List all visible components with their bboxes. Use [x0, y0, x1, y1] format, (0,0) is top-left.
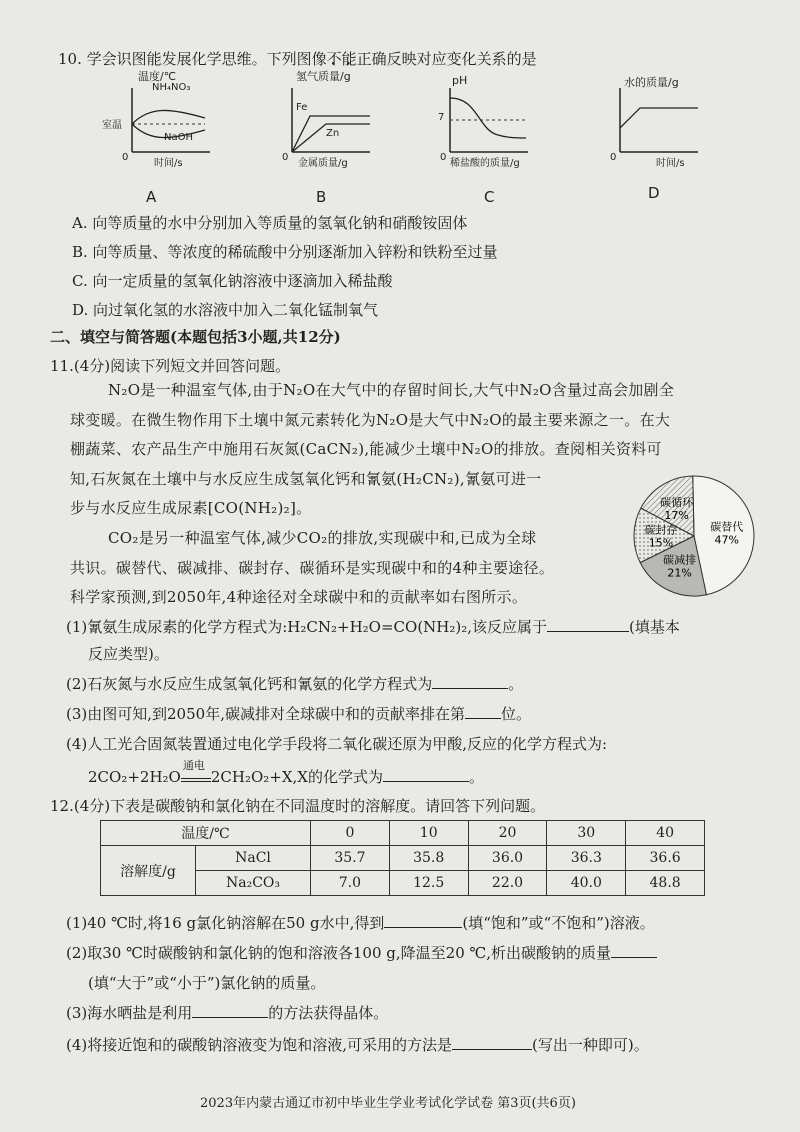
q10-option-d: D. 向过氧化氢的水溶液中加入二氧化锰制氧气	[72, 301, 379, 319]
chart-a-ref: 室温	[102, 120, 122, 131]
q10-charts	[102, 70, 710, 210]
stem-part: 正确反映对应变化关系的是	[356, 50, 537, 68]
pie-value-2: 21%	[667, 566, 692, 580]
value-cell: 48.8	[626, 871, 705, 896]
text: (2)取30 ℃时碳酸钠和氯化钠的饱和溶液各100 g,降温至20 ℃,析出碳酸钠的质量	[66, 944, 612, 962]
q12-sub-3	[66, 1002, 388, 1023]
temp-cell: 30	[547, 821, 626, 846]
question-12-heading: 12.(4分)下表是碳酸钠和氯化钠在不同温度时的溶解度。请回答下列问题。	[50, 797, 546, 815]
chart-a-origin: 0	[122, 152, 129, 163]
value-cell: 35.8	[389, 846, 468, 871]
answer-blank[interactable]	[192, 1016, 268, 1018]
text-line: 步与水反应生成尿素[CO(NH₂)₂]。	[70, 499, 312, 517]
q12-sub-1	[66, 912, 655, 933]
table-row	[101, 846, 705, 871]
pie-value-1: 47%	[714, 533, 740, 547]
question-10-stem	[58, 48, 537, 69]
q11-sub-2	[66, 673, 523, 694]
chart-b-series2: Zn	[326, 128, 340, 139]
chart-c	[428, 74, 538, 206]
chart-a-series1: NH₄NO₃	[152, 82, 191, 93]
q11-paragraph-2	[70, 524, 630, 613]
pie-value-4: 17%	[664, 508, 689, 522]
chart-b-series1: Fe	[296, 102, 308, 113]
chart-a-series2: NaOH	[164, 132, 193, 143]
q12-sub-2	[66, 942, 657, 963]
answer-blank[interactable]	[547, 630, 629, 632]
page-footer: 2023年内蒙古通辽市初中毕业生学业考试化学试卷 第3页(共6页)	[200, 1096, 576, 1111]
reaction-condition: 通电	[182, 759, 205, 772]
text-line: N₂O是一种温室气体,由于N₂O在大气中的存留时间长,大气中N₂O含量过高会加剧全	[108, 381, 675, 399]
pie-label-4: 碳循环	[660, 495, 694, 509]
chart-c-letter: C	[484, 188, 495, 206]
chart-d-origin: 0	[610, 152, 617, 163]
emphasis-char: 不	[326, 50, 342, 68]
chart-d-xlabel: 时间/s	[656, 158, 685, 169]
chart-c-ylabel: pH	[452, 74, 468, 87]
header-temp: 温度/℃	[101, 821, 311, 846]
text-line: 科学家预测,到2050年,4种途径对全球碳中和的贡献率如右图所示。	[70, 588, 528, 606]
table-row	[101, 821, 705, 846]
text: (3)由图可知,到2050年,碳减排对全球碳中和的贡献率排在第	[66, 705, 465, 723]
chart-a-letter: A	[146, 188, 157, 206]
answer-blank[interactable]	[611, 956, 657, 958]
chart-b	[270, 70, 380, 206]
q11-sub-3	[66, 703, 531, 724]
naoh-curve	[132, 110, 205, 124]
temp-cell: 10	[389, 821, 468, 846]
text-line: CO₂是另一种温室气体,减少CO₂的排放,实现碳中和,已成为全球	[108, 529, 537, 547]
substance-cell: Na₂CO₃	[196, 871, 311, 896]
text: 。	[508, 675, 524, 693]
water-line	[620, 108, 698, 128]
value-cell: 36.3	[547, 846, 626, 871]
chart-a-ylabel: 温度/℃	[138, 70, 177, 83]
text-line: 共识。碳替代、碳减排、碳封存、碳循环是实现碳中和的4种主要途径。	[70, 558, 555, 577]
q10-option-c: C. 向一定质量的氢氧化钠溶液中逐滴加入稀盐酸	[72, 272, 393, 290]
stem-part: 10. 学会识图能发展化学思维。下列图像	[58, 50, 327, 68]
chart-b-xlabel: 金属质量/g	[298, 158, 348, 169]
pie-label-1: 碳替代	[710, 520, 744, 534]
pie-label-3: 碳封存	[644, 523, 678, 537]
chart-c-origin: 0	[440, 152, 447, 163]
text-line: 棚蔬菜、农产品生产中施用石灰氮(CaCN₂),能减少土壤中N₂O的排放。查阅相关资料可	[70, 440, 662, 458]
q12-sub-2-cont: (填“大于”或“小于”)氯化钠的质量。	[88, 974, 326, 992]
q11-sub-4: (4)人工光合固氮装置通过电化学手段将二氧化碳还原为甲酸,反应的化学方程式为:	[66, 735, 608, 753]
chart-b-origin: 0	[282, 152, 289, 163]
text-line: 球变暖。在微生物作用下土壤中氮元素转化为N₂O是大气中N₂O的最主要来源之一。在大	[70, 410, 671, 429]
temp-cell: 0	[311, 821, 390, 846]
header-solubility: 溶解度/g	[101, 846, 196, 896]
text: 。	[468, 768, 484, 786]
equation-right: 2CH₂O₂+X,X的化学式为	[210, 768, 383, 786]
double-line	[181, 778, 211, 782]
value-cell: 40.0	[547, 871, 626, 896]
text: (写出一种即可)。	[532, 1036, 649, 1054]
text-line: 知,石灰氮在土壤中与水反应生成氢氧化钙和氰氨(H₂CN₂),氰氨可进一	[70, 469, 542, 488]
chart-d-ylabel: 水的质量/g	[624, 76, 679, 89]
value-cell: 36.0	[468, 846, 547, 871]
answer-blank[interactable]	[383, 780, 469, 782]
answer-blank[interactable]	[432, 687, 508, 689]
q10-option-b: B. 向等质量、等浓度的稀硫酸中分别逐渐加入锌粉和铁粉至过量	[72, 243, 498, 261]
text: (4)将接近饱和的碳酸钠溶液变为饱和溶液,可采用的方法是	[66, 1036, 453, 1054]
section-2-heading: 二、填空与简答题(本题包括3小题,共12分)	[50, 328, 341, 346]
answer-blank[interactable]	[465, 717, 501, 719]
chart-b-letter: B	[316, 188, 327, 206]
solubility-table	[100, 820, 705, 896]
q10-option-a: A. 向等质量的水中分别加入等质量的氢氧化钠和硝酸铵固体	[72, 214, 468, 232]
chart-a	[102, 70, 220, 206]
substance-cell: NaCl	[196, 846, 311, 871]
value-cell: 22.0	[468, 871, 547, 896]
emphasis-char: 能	[341, 50, 357, 68]
ph-curve	[450, 98, 526, 138]
chart-a-xlabel: 时间/s	[154, 158, 183, 169]
carbon-neutral-pie-chart	[628, 470, 760, 602]
chart-d-letter: D	[648, 184, 660, 202]
chart-c-xlabel: 稀盐酸的质量/g	[450, 158, 520, 169]
value-cell: 7.0	[311, 871, 390, 896]
chart-d	[598, 76, 708, 202]
question-11-heading: 11.(4分)阅读下列短文并回答问题。	[50, 357, 291, 375]
chart-b-ylabel: 氢气质量/g	[296, 70, 351, 83]
value-cell: 36.6	[626, 846, 705, 871]
answer-blank[interactable]	[452, 1048, 532, 1050]
text: (填“饱和”或“不饱和”)溶液。	[462, 914, 655, 932]
q11-sub-1	[66, 616, 680, 637]
equation-left: 2CO₂+2H₂O	[88, 768, 181, 786]
chart-c-ref: 7	[438, 112, 445, 123]
q11-sub-4-equation	[88, 759, 484, 787]
q12-sub-4	[66, 1034, 649, 1055]
text: (3)海水晒盐是利用	[66, 1004, 193, 1022]
text: 位。	[500, 705, 531, 723]
value-cell: 35.7	[311, 846, 390, 871]
pie-value-3: 15%	[648, 536, 674, 550]
text: (1)氰氨生成尿素的化学方程式为:H₂CN₂+H₂O=CO(NH₂)₂,该反应属于	[66, 618, 548, 636]
q11-sub-1-cont: 反应类型)。	[88, 645, 169, 663]
value-cell: 12.5	[389, 871, 468, 896]
temp-cell: 40	[626, 821, 705, 846]
answer-blank[interactable]	[384, 926, 462, 928]
temp-cell: 20	[468, 821, 547, 846]
text: (填基本	[629, 618, 680, 636]
reaction-arrow	[181, 759, 211, 782]
pie-label-2: 碳减排	[663, 553, 697, 567]
text: (1)40 ℃时,将16 g氯化钠溶解在50 g水中,得到	[66, 914, 385, 932]
text: (2)石灰氮与水反应生成氢氧化钙和氰氨的化学方程式为	[66, 675, 433, 693]
text: 的方法获得晶体。	[268, 1004, 389, 1022]
